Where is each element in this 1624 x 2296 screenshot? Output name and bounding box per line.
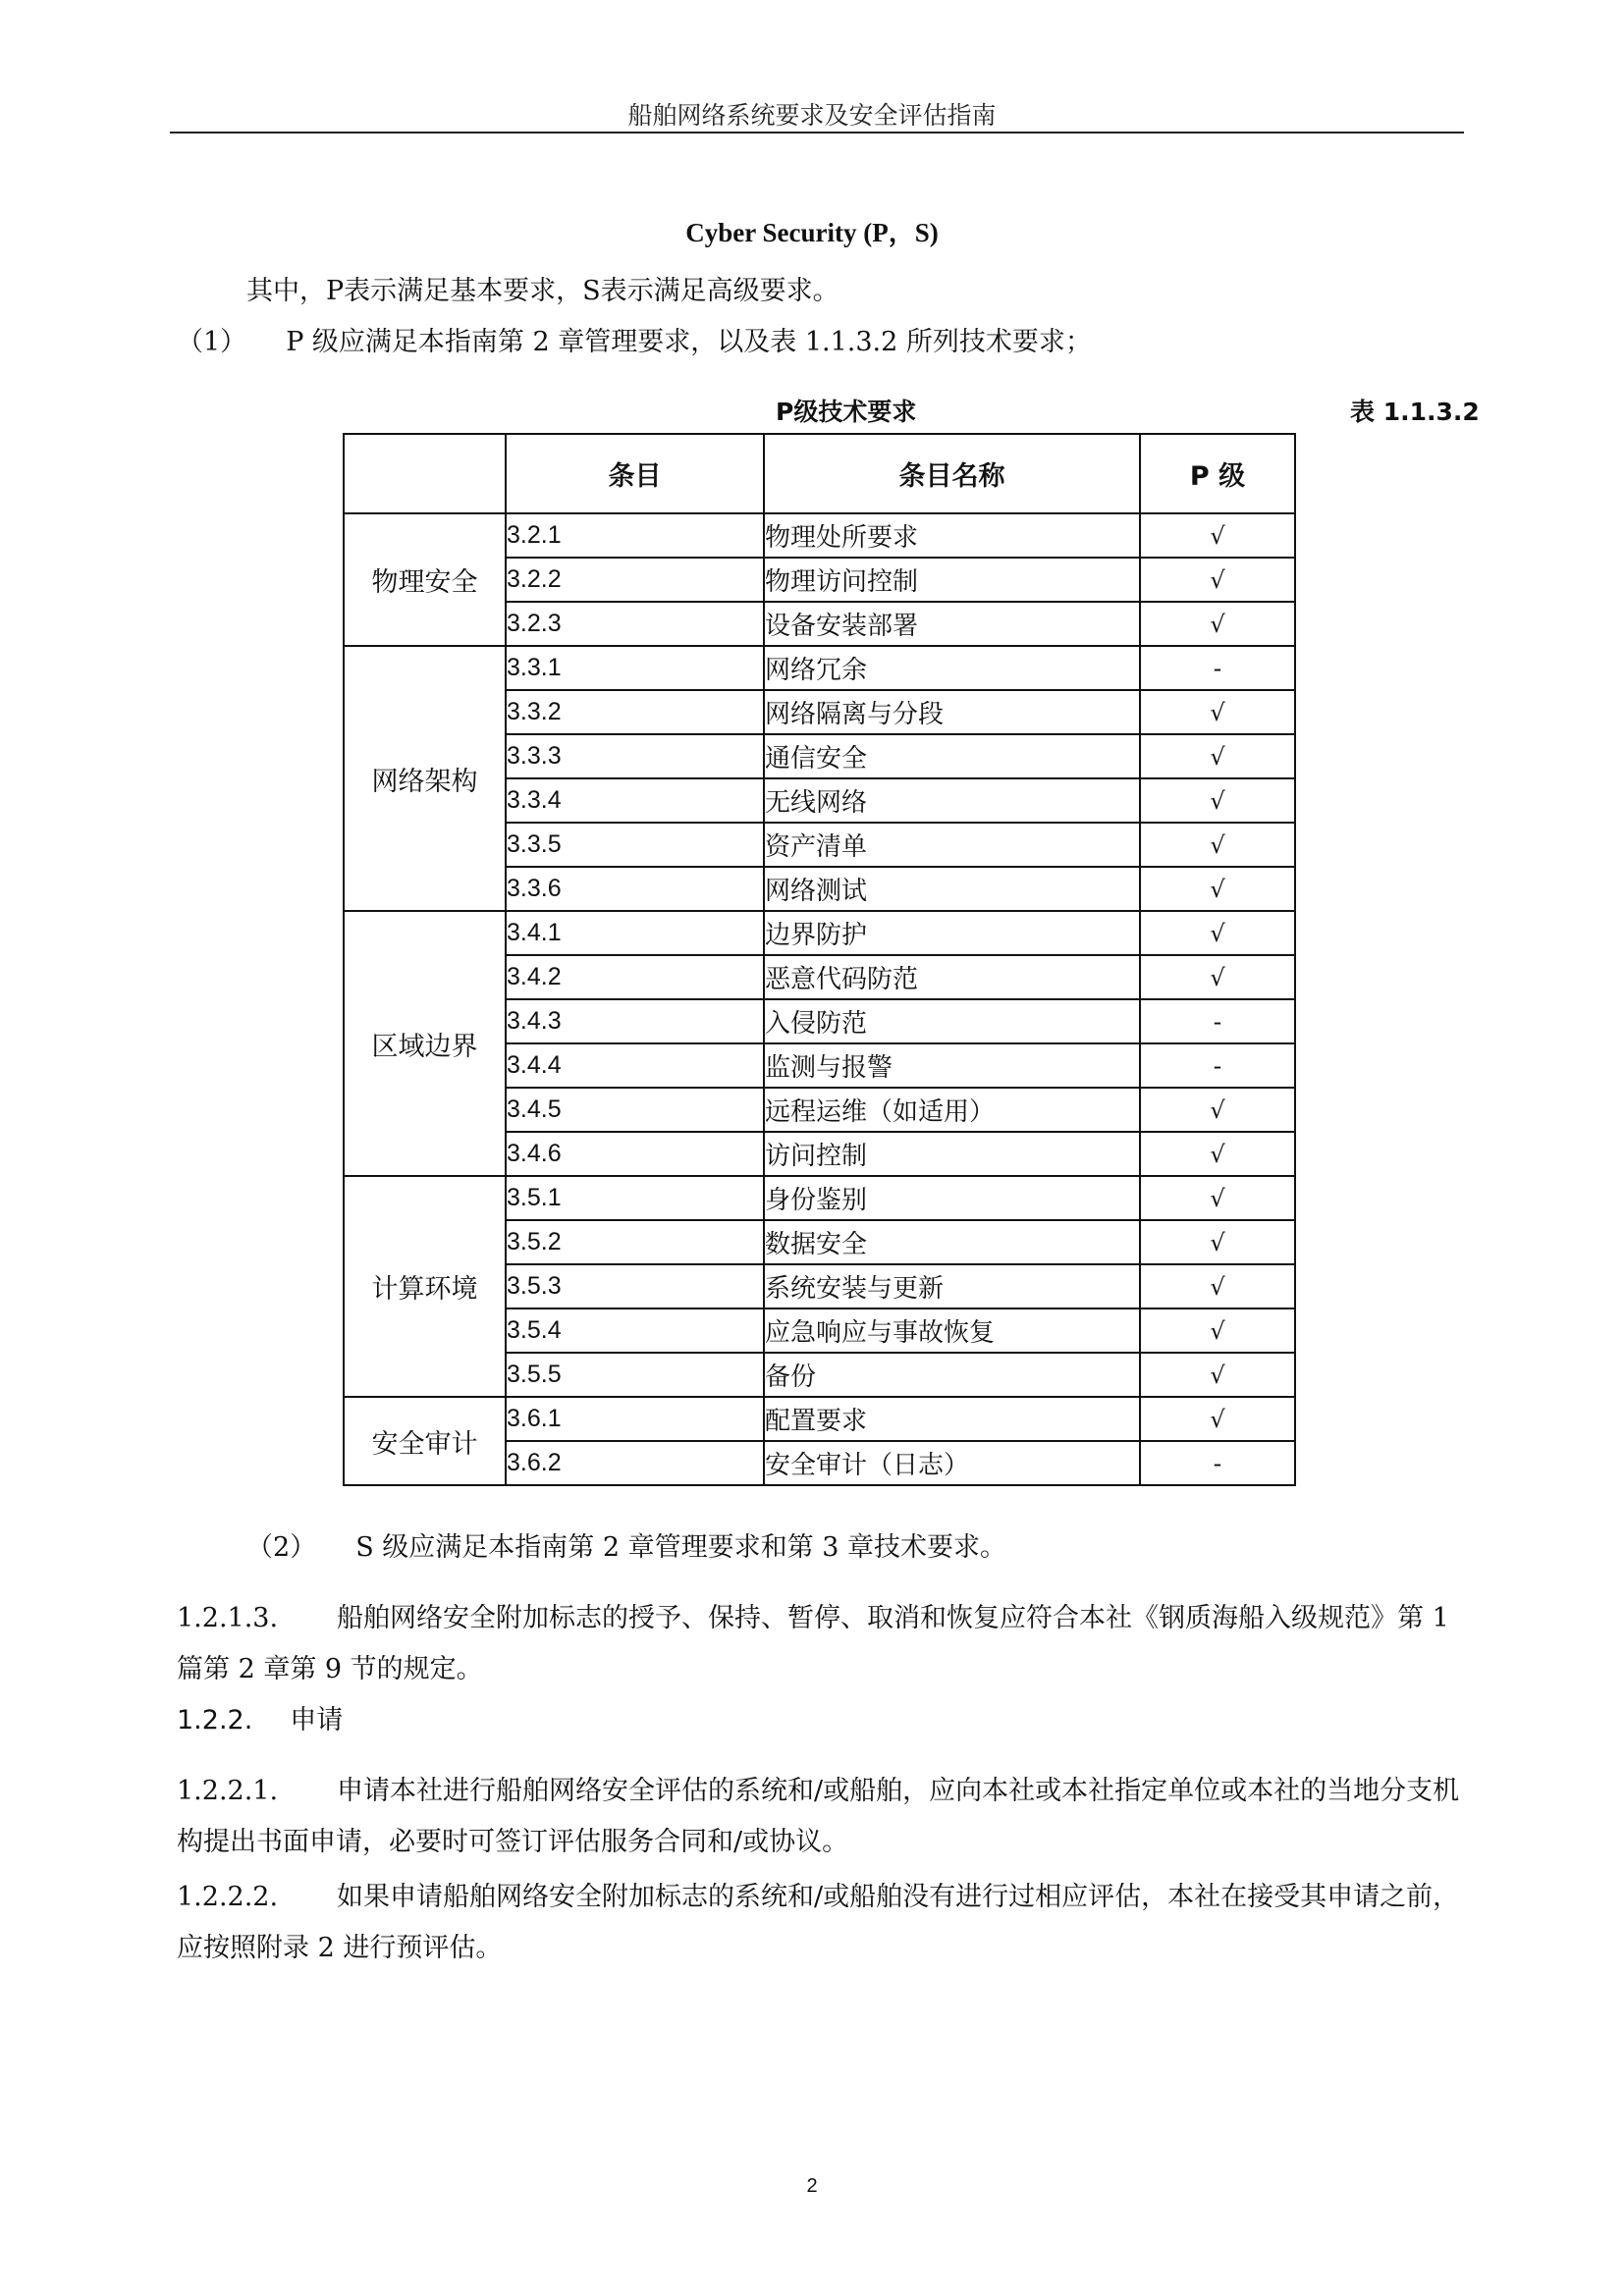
item-code: 3.3.3: [506, 734, 764, 778]
item-name: 身份鉴别: [764, 1176, 1140, 1220]
heading-1-2-2-text: 申请: [290, 1705, 344, 1735]
clause-1-2-1-3-text: 船舶网络安全附加标志的授予、保持、暂停、取消和恢复应符合本社《钢质海船入级规范》第 1 篇第 2 章第 9 节的规定。: [177, 1603, 1449, 1684]
item-2-number: （2）: [246, 1532, 317, 1563]
item-name: 网络隔离与分段: [764, 690, 1140, 734]
item-name: 备份: [764, 1353, 1140, 1397]
table-row: [344, 513, 1295, 558]
clause-1-2-1-3-number: 1.2.1.3.: [177, 1603, 279, 1633]
item-name: 安全审计（日志）: [764, 1441, 1140, 1485]
item-code: 3.4.2: [506, 955, 764, 999]
level-mark: √: [1140, 602, 1295, 646]
item-name: 通信安全: [764, 734, 1140, 778]
level-mark: √: [1140, 1308, 1295, 1353]
header-blank-cell: [344, 434, 506, 513]
header-level: P 级: [1140, 434, 1295, 513]
level-mark: -: [1140, 1043, 1295, 1088]
table-row: [344, 1176, 1295, 1220]
level-mark: √: [1140, 1132, 1295, 1176]
table-header-row: [344, 434, 1295, 513]
item-code: 3.6.2: [506, 1441, 764, 1485]
group-cell: 安全审计: [344, 1397, 506, 1485]
clause-1-2-2-1-text: 申请本社进行船舶网络安全评估的系统和/或船舶，应向本社或本社指定单位或本社的当地分支机构提出书面申请，必要时可签订评估服务合同和/或协议。: [177, 1776, 1460, 1857]
item-code: 3.4.3: [506, 999, 764, 1043]
level-mark: √: [1140, 778, 1295, 823]
group-cell: 网络架构: [344, 646, 506, 911]
running-header: 船舶网络系统要求及安全评估指南: [627, 101, 997, 130]
item-name: 配置要求: [764, 1397, 1140, 1441]
header-name: 条目名称: [764, 434, 1140, 513]
header-code: 条目: [506, 434, 764, 513]
level-mark: √: [1140, 1088, 1295, 1132]
heading-1-2-2: [177, 1698, 343, 1736]
level-mark: -: [1140, 646, 1295, 690]
level-mark: √: [1140, 690, 1295, 734]
item-name: 访问控制: [764, 1132, 1140, 1176]
level-mark: √: [1140, 1353, 1295, 1397]
item-name: 网络冗余: [764, 646, 1140, 690]
item-code: 3.5.5: [506, 1353, 764, 1397]
item-1-text: P 级应满足本指南第 2 章管理要求，以及表 1.1.3.2 所列技术要求；: [286, 327, 1092, 357]
item-name: 物理处所要求: [764, 513, 1140, 558]
clause-1-2-2-1-number: 1.2.2.1.: [177, 1776, 279, 1806]
table-row: [344, 646, 1295, 690]
level-mark: √: [1140, 823, 1295, 867]
level-mark: √: [1140, 867, 1295, 911]
level-mark: -: [1140, 999, 1295, 1043]
item-code: 3.2.1: [506, 513, 764, 558]
item-name: 数据安全: [764, 1220, 1140, 1264]
level-mark: √: [1140, 734, 1295, 778]
item-code: 3.4.5: [506, 1088, 764, 1132]
item-code: 3.5.1: [506, 1176, 764, 1220]
requirements-table: [343, 433, 1296, 1486]
item-name: 远程运维（如适用）: [764, 1088, 1140, 1132]
level-mark: √: [1140, 1397, 1295, 1441]
group-cell: 物理安全: [344, 513, 506, 646]
item-code: 3.4.1: [506, 911, 764, 955]
item-code: 3.4.6: [506, 1132, 764, 1176]
item-1: [177, 317, 1092, 368]
item-code: 3.5.4: [506, 1308, 764, 1353]
item-code: 3.3.5: [506, 823, 764, 867]
table-row: [344, 1397, 1295, 1441]
item-code: 3.2.3: [506, 602, 764, 646]
item-code: 3.3.2: [506, 690, 764, 734]
clause-1-2-2-1: [177, 1766, 1464, 1868]
table-caption: P级技术要求: [776, 398, 917, 426]
item-name: 监测与报警: [764, 1043, 1140, 1088]
group-cell: 计算环境: [344, 1176, 506, 1397]
item-name: 网络测试: [764, 867, 1140, 911]
level-mark: √: [1140, 911, 1295, 955]
group-cell: 区域边界: [344, 911, 506, 1176]
item-code: 3.6.1: [506, 1397, 764, 1441]
item-name: 恶意代码防范: [764, 955, 1140, 999]
clause-1-2-2-2-text: 如果申请船舶网络安全附加标志的系统和/或船舶没有进行过相应评估，本社在接受其申请之前，应按照附录 2 进行预评估。: [177, 1882, 1460, 1963]
item-code: 3.5.2: [506, 1220, 764, 1264]
header-divider: [170, 132, 1464, 133]
item-2-text: S 级应满足本指南第 2 章管理要求和第 3 章技术要求。: [355, 1532, 1006, 1563]
item-name: 设备安装部署: [764, 602, 1140, 646]
level-mark: √: [1140, 1176, 1295, 1220]
item-name: 物理访问控制: [764, 558, 1140, 602]
clause-1-2-1-3: [177, 1593, 1464, 1695]
item-name: 资产清单: [764, 823, 1140, 867]
level-mark: √: [1140, 1220, 1295, 1264]
item-code: 3.2.2: [506, 558, 764, 602]
item-code: 3.3.6: [506, 867, 764, 911]
item-code: 3.4.4: [506, 1043, 764, 1088]
page-number: 2: [806, 2175, 818, 2197]
item-name: 无线网络: [764, 778, 1140, 823]
item-2: [246, 1522, 1006, 1574]
level-mark: √: [1140, 513, 1295, 558]
heading-1-2-2-number: 1.2.2.: [177, 1705, 253, 1735]
clause-1-2-2-2-number: 1.2.2.2.: [177, 1882, 279, 1912]
item-1-number: （1）: [177, 327, 247, 357]
clause-1-2-2-2: [177, 1872, 1464, 1974]
section-title: Cyber Security (P，S): [685, 218, 939, 247]
item-code: 3.3.1: [506, 646, 764, 690]
item-code: 3.3.4: [506, 778, 764, 823]
item-code: 3.5.3: [506, 1264, 764, 1308]
level-mark: √: [1140, 1264, 1295, 1308]
level-mark: √: [1140, 558, 1295, 602]
item-name: 应急响应与事故恢复: [764, 1308, 1140, 1353]
table-row: [344, 911, 1295, 955]
item-name: 系统安装与更新: [764, 1264, 1140, 1308]
intro-paragraph: 其中，P表示满足基本要求，S表示满足高级要求。: [246, 276, 839, 306]
table-reference: 表 1.1.3.2: [1350, 398, 1480, 426]
item-name: 边界防护: [764, 911, 1140, 955]
level-mark: -: [1140, 1441, 1295, 1485]
level-mark: √: [1140, 955, 1295, 999]
item-name: 入侵防范: [764, 999, 1140, 1043]
